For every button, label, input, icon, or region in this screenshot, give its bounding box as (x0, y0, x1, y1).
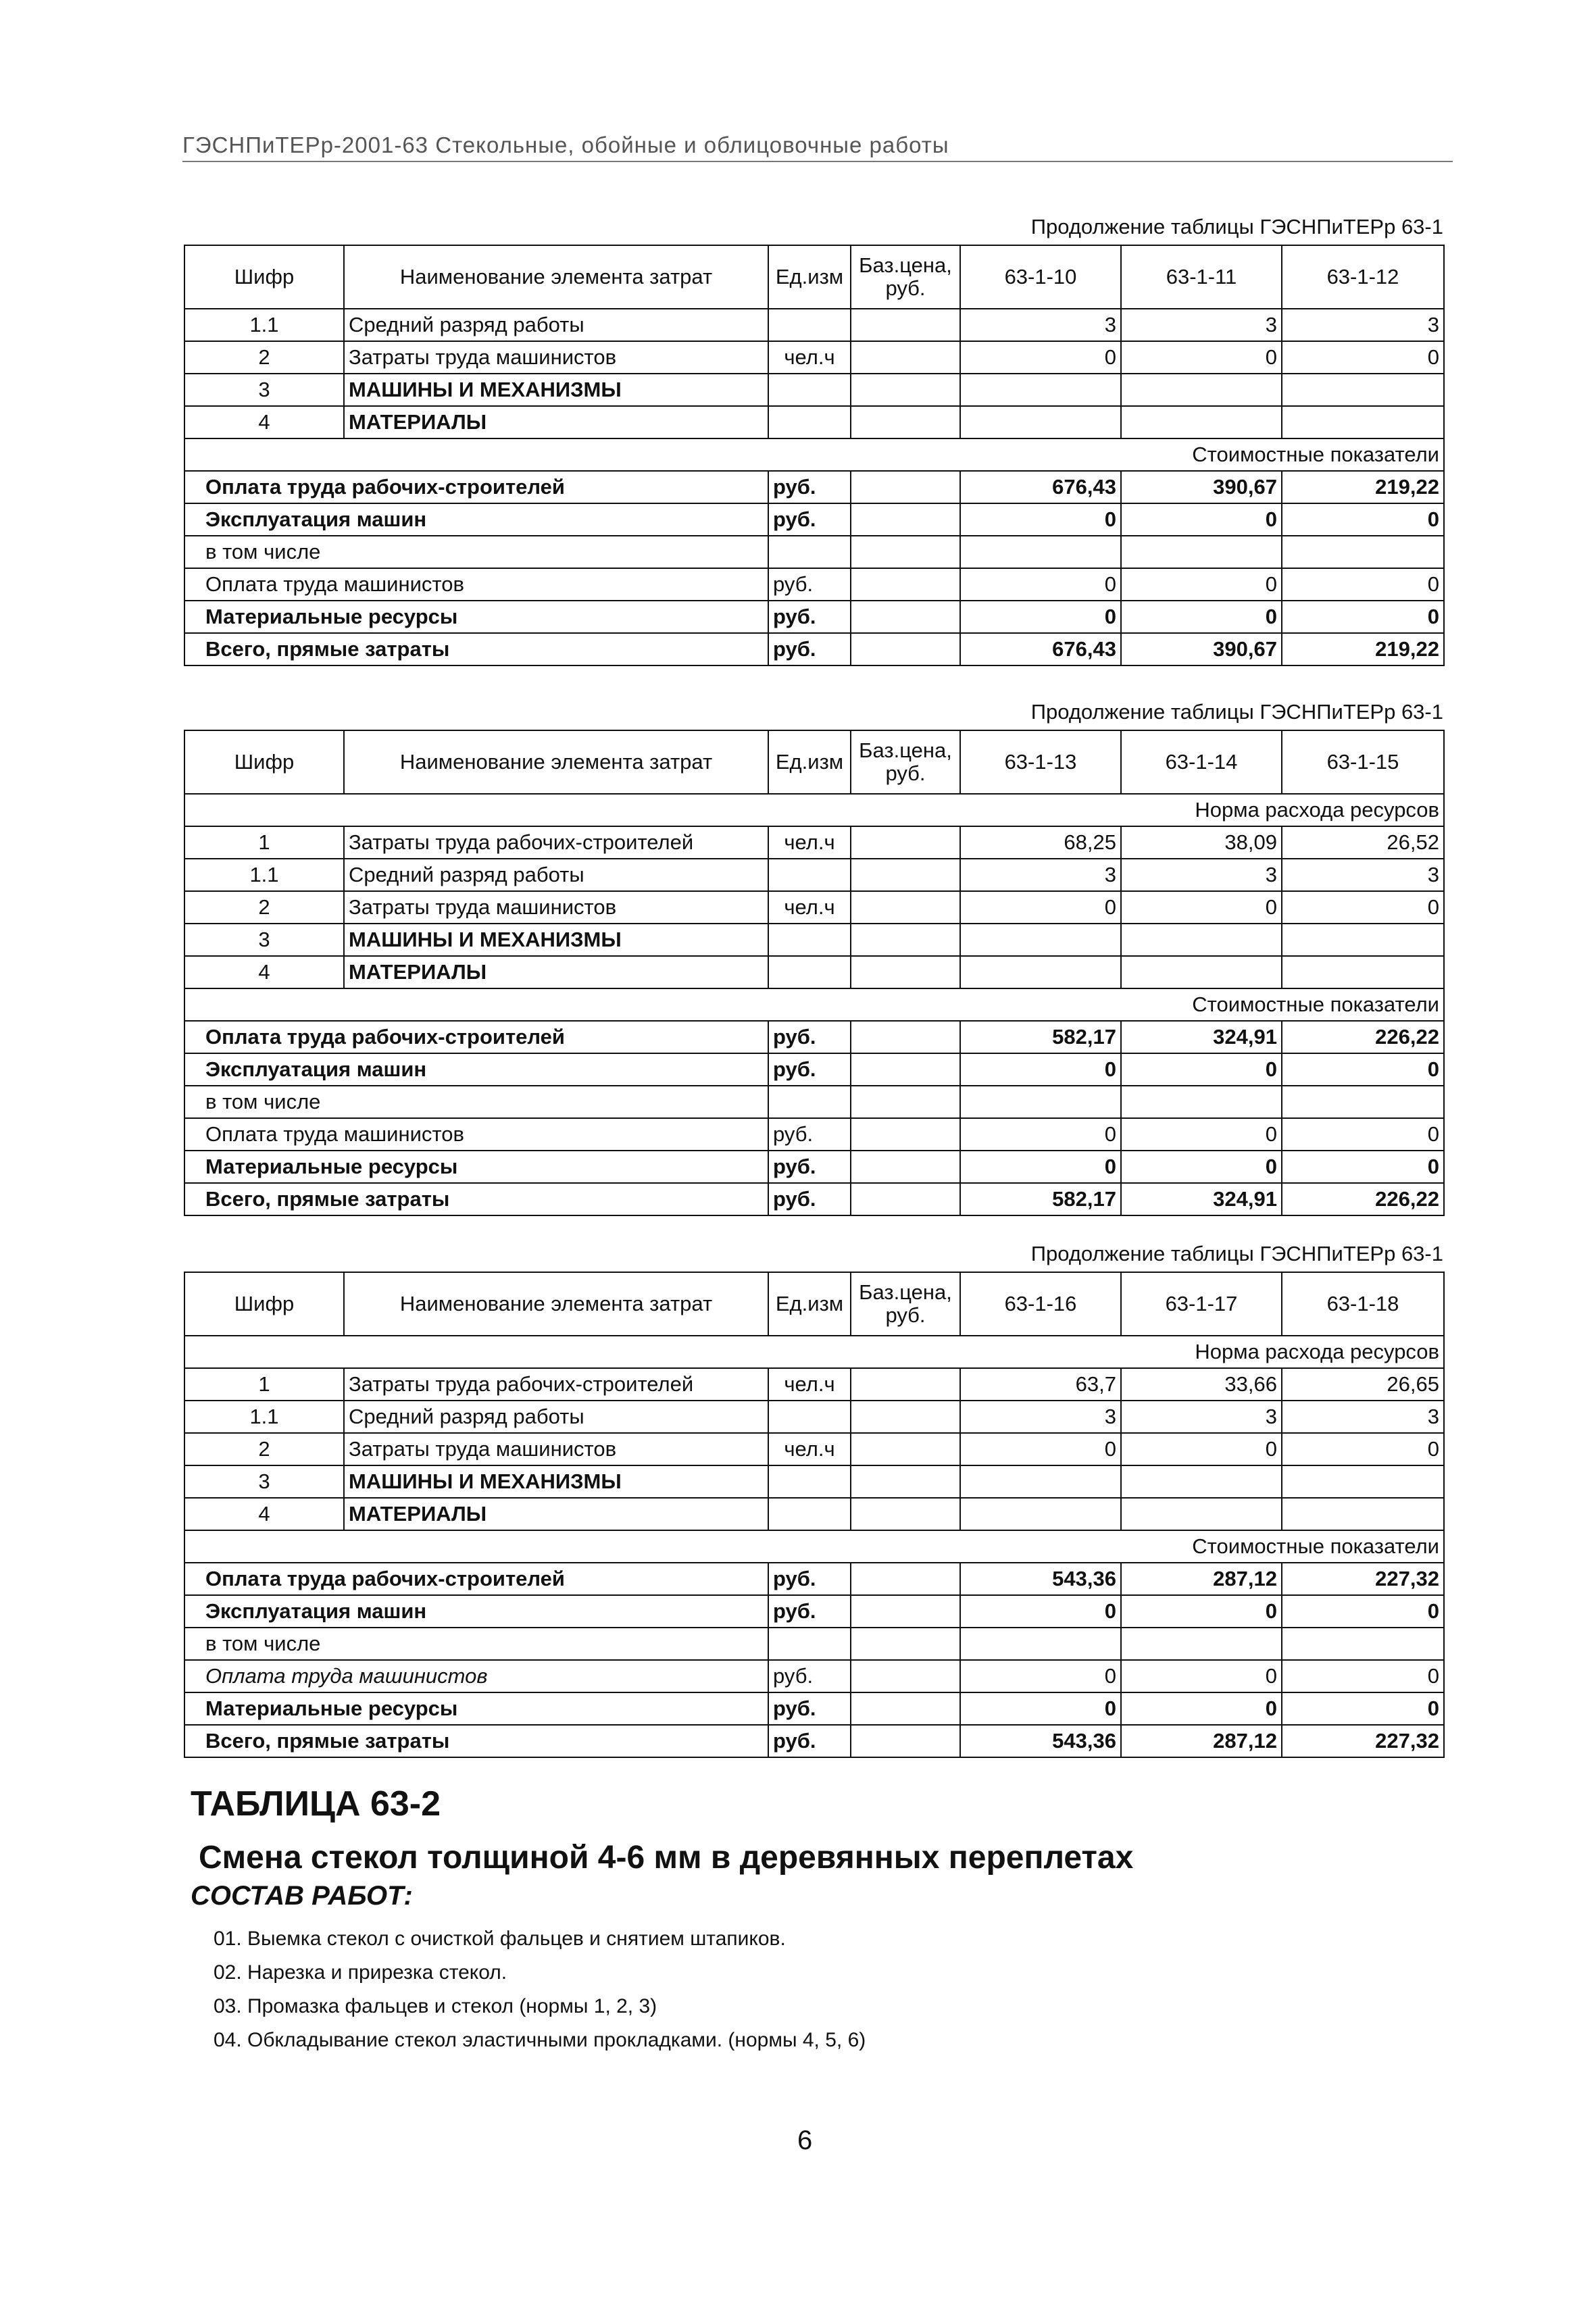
table-row: 1 Затраты труда рабочих-строителей чел.ч 68,25 38,09 26,52 (184, 826, 1444, 859)
table-row: 1 Затраты труда рабочих-строителей чел.ч 63,7 33,66 26,65 (184, 1368, 1444, 1401)
table-caption: Продолжение таблицы ГЭСНПиТЕРр 63-1 (1030, 1242, 1443, 1265)
table-row: 2 Затраты труда машинистов чел.ч 0 0 0 (184, 1433, 1444, 1465)
resource-table-2 (184, 730, 1445, 1216)
list-item: 04. Обкладывание стекол эластичными прокладками. (нормы 4, 5, 6) (214, 2029, 866, 2051)
table-row: 3 МАШИНЫ И МЕХАНИЗМЫ (184, 924, 1444, 956)
col-header: Баз.цена, руб. (851, 1272, 960, 1336)
table-row: 2 Затраты труда машинистов чел.ч 0 0 0 (184, 341, 1444, 374)
col-header: Ед.изм (768, 1272, 851, 1336)
table-row: 3 МАШИНЫ И МЕХАНИЗМЫ (184, 1465, 1444, 1498)
cost-row: в том числе (184, 536, 1444, 568)
col-header: Шифр (184, 1272, 344, 1336)
col-header: Шифр (184, 245, 344, 309)
col-header: 63-1-13 (960, 730, 1121, 794)
list-item: 01. Выемка стекол с очисткой фальцев и снятием штапиков. (214, 1928, 786, 1950)
col-header: 63-1-15 (1282, 730, 1444, 794)
cost-row: в том числе (184, 1086, 1444, 1118)
table-row: 3 МАШИНЫ И МЕХАНИЗМЫ (184, 374, 1444, 406)
cost-row: Оплата труда рабочих-строителей руб. 676,43 390,67 219,22 (184, 471, 1444, 503)
cost-row: Эксплуатация машин руб. 0 0 0 (184, 1053, 1444, 1086)
table-row: 4 МАТЕРИАЛЫ (184, 956, 1444, 988)
cost-row: Оплата труда машинистов руб. 0 0 0 (184, 1660, 1444, 1692)
table-title: ТАБЛИЦА 63-2 (191, 1784, 441, 1823)
col-header: 63-1-14 (1121, 730, 1282, 794)
col-header: Наименование элемента затрат (344, 1272, 768, 1336)
col-header: Баз.цена, руб. (851, 730, 960, 794)
cost-row: Материальные ресурсы руб. 0 0 0 (184, 1692, 1444, 1725)
resource-table-3 (184, 1272, 1445, 1758)
table-row: 1.1 Средний разряд работы 3 3 3 (184, 1401, 1444, 1433)
col-header: 63-1-18 (1282, 1272, 1444, 1336)
works-heading: СОСТАВ РАБОТ: (191, 1881, 413, 1911)
cost-row: Всего, прямые затраты руб. 676,43 390,67 219,22 (184, 633, 1444, 665)
col-header: 63-1-16 (960, 1272, 1121, 1336)
col-header: 63-1-11 (1121, 245, 1282, 309)
cost-row: Оплата труда машинистов руб. 0 0 0 (184, 1118, 1444, 1151)
table-row: 4 МАТЕРИАЛЫ (184, 1498, 1444, 1530)
table-subtitle: Смена стекол толщиной 4-6 мм в деревянных переплетах (199, 1840, 1134, 1876)
table-row: 1.1 Средний разряд работы 3 3 3 (184, 859, 1444, 891)
cost-row: Оплата труда машинистов руб. 0 0 0 (184, 568, 1444, 601)
cost-row: Эксплуатация машин руб. 0 0 0 (184, 1595, 1444, 1628)
cost-label-row: Стоимостные показатели (184, 988, 1444, 1021)
norma-label-row: Норма расхода ресурсов (184, 794, 1444, 826)
cost-row: Материальные ресурсы руб. 0 0 0 (184, 601, 1444, 633)
norma-label-row: Норма расхода ресурсов (184, 1336, 1444, 1368)
list-item: 02. Нарезка и прирезка стекол. (214, 1961, 507, 1984)
cost-row: Оплата труда рабочих-строителей руб. 543,36 287,12 227,32 (184, 1563, 1444, 1595)
cost-row: Эксплуатация машин руб. 0 0 0 (184, 503, 1444, 536)
cost-row: Материальные ресурсы руб. 0 0 0 (184, 1151, 1444, 1183)
page-number: 6 (797, 2126, 813, 2155)
cost-row: Всего, прямые затраты руб. 543,36 287,12 227,32 (184, 1725, 1444, 1757)
cost-label-row: Стоимостные показатели (184, 438, 1444, 471)
table-row: 1.1 Средний разряд работы 3 3 3 (184, 309, 1444, 341)
table-caption: Продолжение таблицы ГЭСНПиТЕРр 63-1 (1030, 700, 1443, 724)
col-header: 63-1-12 (1282, 245, 1444, 309)
document-header: ГЭСНПиТЕРр-2001-63 Стекольные, обойные и облицовочные работы (182, 132, 1453, 162)
col-header: Шифр (184, 730, 344, 794)
table-caption: Продолжение таблицы ГЭСНПиТЕРр 63-1 (1030, 215, 1443, 238)
cost-row: Оплата труда рабочих-строителей руб. 582,17 324,91 226,22 (184, 1021, 1444, 1053)
col-header: Наименование элемента затрат (344, 730, 768, 794)
cost-label-row: Стоимостные показатели (184, 1530, 1444, 1563)
resource-table-1 (184, 245, 1445, 666)
table-row: 4 МАТЕРИАЛЫ (184, 406, 1444, 438)
col-header: Ед.изм (768, 730, 851, 794)
cost-row: в том числе (184, 1628, 1444, 1660)
col-header: Наименование элемента затрат (344, 245, 768, 309)
list-item: 03. Промазка фальцев и стекол (нормы 1, 2, 3) (214, 1995, 657, 2017)
cost-row: Всего, прямые затраты руб. 582,17 324,91 226,22 (184, 1183, 1444, 1215)
col-header: 63-1-10 (960, 245, 1121, 309)
works-list (214, 1922, 866, 2057)
col-header: Ед.изм (768, 245, 851, 309)
col-header: Баз.цена, руб. (851, 245, 960, 309)
table-row: 2 Затраты труда машинистов чел.ч 0 0 0 (184, 891, 1444, 924)
col-header: 63-1-17 (1121, 1272, 1282, 1336)
